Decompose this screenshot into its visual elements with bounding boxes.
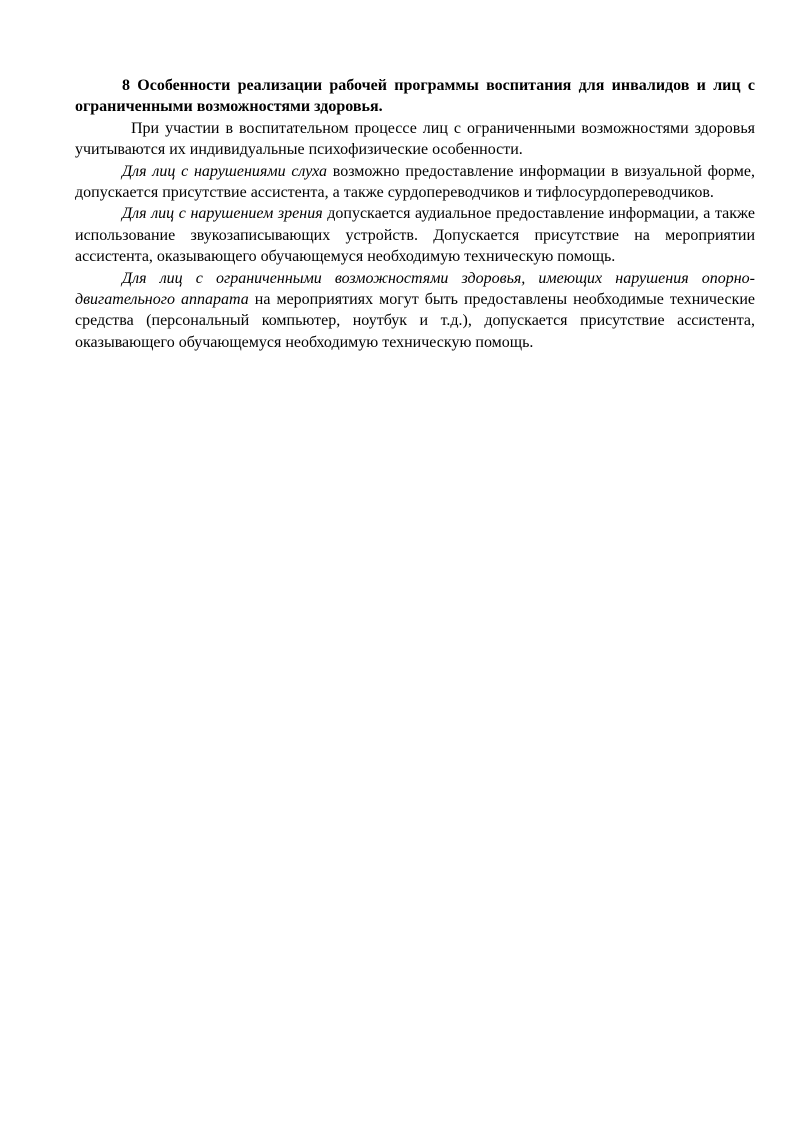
paragraph-mobility — [75, 268, 755, 354]
paragraph-hearing-emphasis: Для лиц с нарушениями слуха — [122, 162, 327, 180]
paragraph-mobility-emphasis: Для лиц с ограниченными возможностями здоровья, имеющих нарушения опорно-двигательного аппарата — [75, 269, 755, 309]
paragraph-hearing-text: возможно предоставление информации в визуальной форме, допускается присутствие ассистента, а также сурдопереводчиков и тифлосурдопереводчиков. — [75, 162, 755, 202]
paragraph-intro — [75, 118, 755, 161]
paragraph-vision-emphasis: Для лиц с нарушением зрения — [122, 205, 323, 223]
paragraph-intro-text: При участии в воспитательном процессе лиц с ограниченными возможностями здоровья учитываются их индивидуальные психофизические особенности. — [75, 119, 755, 159]
paragraph-mobility-text: на мероприятиях могут быть предоставлены необходимые технические средства (персональный компьютер, ноутбук и т.д.), допускается присутствие ассистента, оказывающего обучающемуся необходимую техническую помощь. — [75, 291, 756, 351]
document-body — [75, 75, 755, 353]
section-heading: 8 Особенности реализации рабочей программы воспитания для инвалидов и лиц с ограниченными возможностями здоровья. — [75, 77, 755, 116]
paragraph-vision — [75, 203, 755, 267]
paragraph-vision-text: допускается аудиальное предоставление информации, а также использование звукозаписывающих устройств. Допускается присутствие на мероприятии ассистента, оказывающего обучающемуся необходимую техническую помощь. — [75, 205, 756, 266]
paragraph-hearing — [75, 161, 755, 204]
